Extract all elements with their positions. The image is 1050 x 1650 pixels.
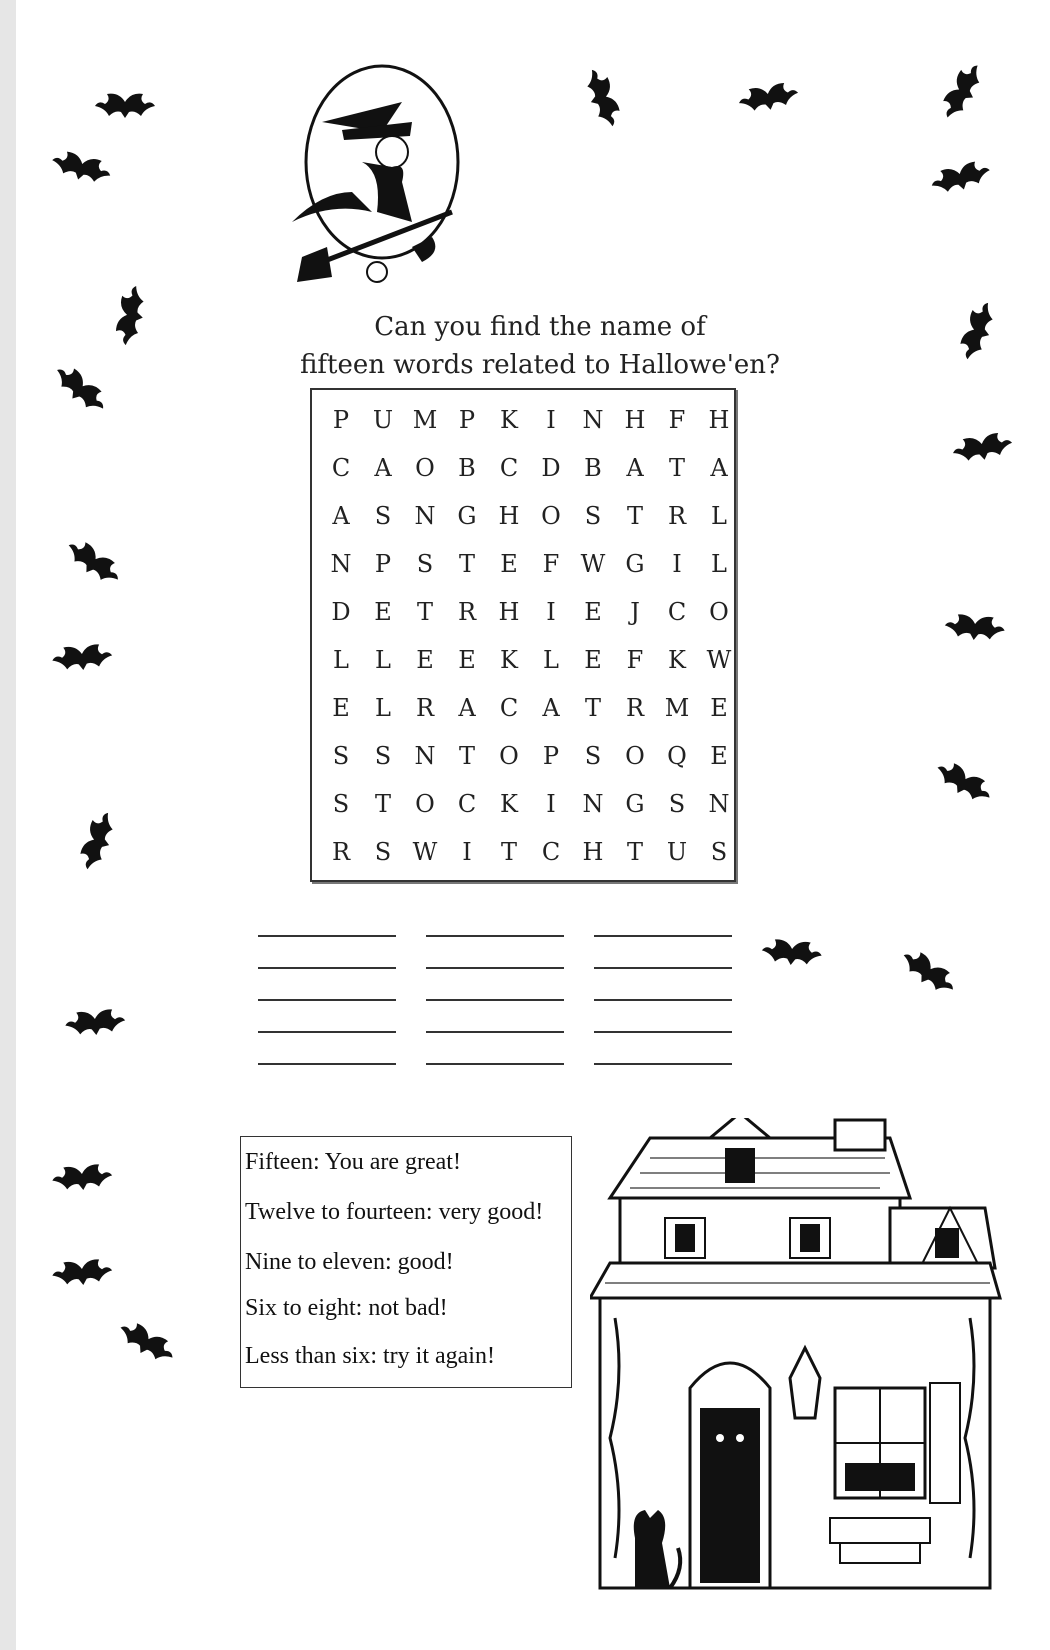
score-line: Less than six: try it again! bbox=[245, 1343, 495, 1369]
answer-line bbox=[594, 999, 732, 1001]
bat-icon bbox=[62, 531, 128, 590]
grid-letter: T bbox=[458, 742, 475, 770]
grid-letter: L bbox=[711, 502, 727, 530]
score-line: Nine to eleven: good! bbox=[245, 1249, 454, 1275]
answer-line bbox=[258, 1063, 396, 1065]
answer-line bbox=[426, 1031, 564, 1033]
grid-letter: S bbox=[374, 838, 392, 866]
grid-letter: E bbox=[458, 646, 476, 674]
grid-letter: S bbox=[584, 742, 602, 770]
grid-letter: N bbox=[582, 406, 604, 434]
grid-letter: H bbox=[498, 502, 520, 530]
answer-line bbox=[258, 967, 396, 969]
answer-line bbox=[426, 967, 564, 969]
grid-letter: S bbox=[416, 550, 434, 578]
grid-letter: I bbox=[672, 550, 682, 578]
grid-letter: E bbox=[584, 598, 602, 626]
grid-letter: T bbox=[584, 694, 601, 722]
grid-letter: G bbox=[457, 502, 477, 530]
grid-letter: J bbox=[630, 598, 640, 626]
grid-letter: C bbox=[667, 598, 687, 626]
grid-letter: K bbox=[668, 646, 686, 674]
grid-letter: T bbox=[458, 550, 475, 578]
grid-letter: T bbox=[416, 598, 433, 626]
grid-letter: C bbox=[541, 838, 561, 866]
word-search-grid bbox=[310, 388, 736, 882]
puzzle-prompt bbox=[260, 308, 820, 384]
grid-letter: W bbox=[706, 646, 732, 674]
grid-letter: S bbox=[332, 790, 350, 818]
scoring-box bbox=[240, 1136, 572, 1388]
bat-icon bbox=[64, 1002, 126, 1037]
bat-icon bbox=[927, 153, 993, 198]
grid-letter: K bbox=[500, 790, 518, 818]
grid-letter: N bbox=[414, 742, 436, 770]
grid-letter: S bbox=[374, 502, 392, 530]
grid-letter: I bbox=[546, 790, 556, 818]
bat-icon bbox=[49, 356, 114, 418]
answer-line bbox=[258, 935, 396, 937]
answer-line bbox=[426, 1063, 564, 1065]
bat-icon bbox=[950, 425, 1014, 465]
bat-icon bbox=[944, 607, 1006, 642]
grid-letter: R bbox=[457, 598, 477, 626]
grid-letter: I bbox=[546, 406, 556, 434]
grid-letter: B bbox=[584, 454, 602, 482]
grid-letter: P bbox=[332, 406, 350, 434]
grid-letter: R bbox=[331, 838, 351, 866]
scan-edge bbox=[0, 0, 16, 1650]
grid-letter: L bbox=[543, 646, 559, 674]
grid-letter: I bbox=[462, 838, 472, 866]
bat-icon bbox=[51, 637, 113, 672]
haunted-house-icon bbox=[590, 1118, 1040, 1598]
grid-letter: T bbox=[500, 838, 517, 866]
grid-letter: G bbox=[625, 790, 645, 818]
grid-letter: A bbox=[458, 694, 476, 722]
grid-letter: O bbox=[625, 742, 645, 770]
grid-letter: E bbox=[416, 646, 434, 674]
answer-lines bbox=[258, 935, 758, 1075]
score-line: Six to eight: not bad! bbox=[245, 1295, 448, 1321]
grid-letter: E bbox=[710, 694, 728, 722]
grid-letter: E bbox=[374, 598, 392, 626]
grid-letter: R bbox=[415, 694, 435, 722]
grid-letter: O bbox=[709, 598, 729, 626]
bat-icon bbox=[115, 1312, 182, 1368]
grid-letter: O bbox=[415, 454, 435, 482]
answer-line bbox=[594, 935, 732, 937]
grid-letter: F bbox=[626, 646, 644, 674]
grid-letter: A bbox=[626, 454, 644, 482]
grid-letter: G bbox=[625, 550, 645, 578]
grid-letter: R bbox=[667, 502, 687, 530]
grid-letter: H bbox=[708, 406, 730, 434]
grid-letter: H bbox=[582, 838, 604, 866]
grid-letter: S bbox=[374, 742, 392, 770]
answer-line bbox=[594, 1063, 732, 1065]
grid-letter: O bbox=[541, 502, 561, 530]
grid-letter: U bbox=[666, 838, 688, 866]
grid-letter: C bbox=[499, 694, 519, 722]
grid-letter: A bbox=[332, 502, 350, 530]
grid-letter: S bbox=[710, 838, 728, 866]
grid-letter: T bbox=[626, 838, 643, 866]
grid-letter: K bbox=[500, 406, 518, 434]
letter-grid bbox=[320, 396, 740, 876]
grid-letter: E bbox=[710, 742, 728, 770]
bat-icon bbox=[581, 64, 630, 131]
grid-letter: S bbox=[668, 790, 686, 818]
grid-letter: N bbox=[708, 790, 730, 818]
grid-letter: A bbox=[542, 694, 560, 722]
prompt-line-1: Can you find the name of bbox=[374, 312, 706, 342]
grid-letter: B bbox=[458, 454, 476, 482]
score-line: Fifteen: You are great! bbox=[245, 1149, 461, 1175]
grid-letter: S bbox=[584, 502, 602, 530]
grid-letter: A bbox=[710, 454, 728, 482]
score-line: Twelve to fourteen: very good! bbox=[245, 1199, 544, 1225]
bat-icon bbox=[951, 297, 1000, 364]
answer-line bbox=[258, 1031, 396, 1033]
answer-line bbox=[258, 999, 396, 1001]
bat-icon bbox=[736, 75, 800, 115]
prompt-line-2: fifteen words related to Hallowe'en? bbox=[300, 350, 780, 380]
grid-letter: D bbox=[331, 598, 351, 626]
bat-icon bbox=[49, 143, 115, 188]
grid-letter: L bbox=[375, 646, 391, 674]
bat-icon bbox=[897, 941, 963, 1000]
grid-letter: E bbox=[584, 646, 602, 674]
grid-letter: N bbox=[414, 502, 436, 530]
grid-letter: F bbox=[542, 550, 560, 578]
grid-letter: N bbox=[330, 550, 352, 578]
grid-letter: A bbox=[374, 454, 392, 482]
bat-icon bbox=[51, 1252, 113, 1287]
grid-letter: Q bbox=[667, 742, 687, 770]
grid-letter: T bbox=[626, 502, 643, 530]
grid-letter: E bbox=[500, 550, 518, 578]
grid-letter: M bbox=[664, 694, 690, 722]
bat-icon bbox=[761, 932, 823, 967]
grid-letter: F bbox=[668, 406, 686, 434]
grid-letter: O bbox=[415, 790, 435, 818]
grid-letter: P bbox=[458, 406, 476, 434]
grid-letter: H bbox=[498, 598, 520, 626]
grid-letter: M bbox=[412, 406, 438, 434]
grid-letter: P bbox=[542, 742, 560, 770]
grid-letter: C bbox=[457, 790, 477, 818]
grid-letter: K bbox=[500, 646, 518, 674]
bat-icon bbox=[51, 1157, 113, 1192]
grid-letter: N bbox=[582, 790, 604, 818]
grid-letter: P bbox=[374, 550, 392, 578]
bat-icon bbox=[95, 88, 155, 118]
grid-letter: T bbox=[668, 454, 685, 482]
grid-letter: U bbox=[372, 406, 394, 434]
answer-line bbox=[426, 935, 564, 937]
grid-letter: S bbox=[332, 742, 350, 770]
bat-icon bbox=[71, 807, 120, 874]
witch-on-broom-icon bbox=[282, 62, 482, 292]
grid-letter: O bbox=[499, 742, 519, 770]
grid-letter: W bbox=[580, 550, 606, 578]
answer-line bbox=[594, 967, 732, 969]
bat-icon bbox=[108, 283, 148, 347]
grid-letter: L bbox=[333, 646, 349, 674]
grid-letter: C bbox=[331, 454, 351, 482]
answer-line bbox=[594, 1031, 732, 1033]
grid-letter: L bbox=[375, 694, 391, 722]
grid-letter: W bbox=[412, 838, 438, 866]
grid-letter: E bbox=[332, 694, 350, 722]
grid-letter: D bbox=[541, 454, 561, 482]
grid-letter: C bbox=[499, 454, 519, 482]
bat-icon bbox=[932, 752, 999, 808]
bat-icon bbox=[932, 57, 988, 124]
grid-letter: L bbox=[711, 550, 727, 578]
answer-line bbox=[426, 999, 564, 1001]
grid-letter: T bbox=[374, 790, 391, 818]
grid-letter: I bbox=[546, 598, 556, 626]
grid-letter: H bbox=[624, 406, 646, 434]
grid-letter: R bbox=[625, 694, 645, 722]
